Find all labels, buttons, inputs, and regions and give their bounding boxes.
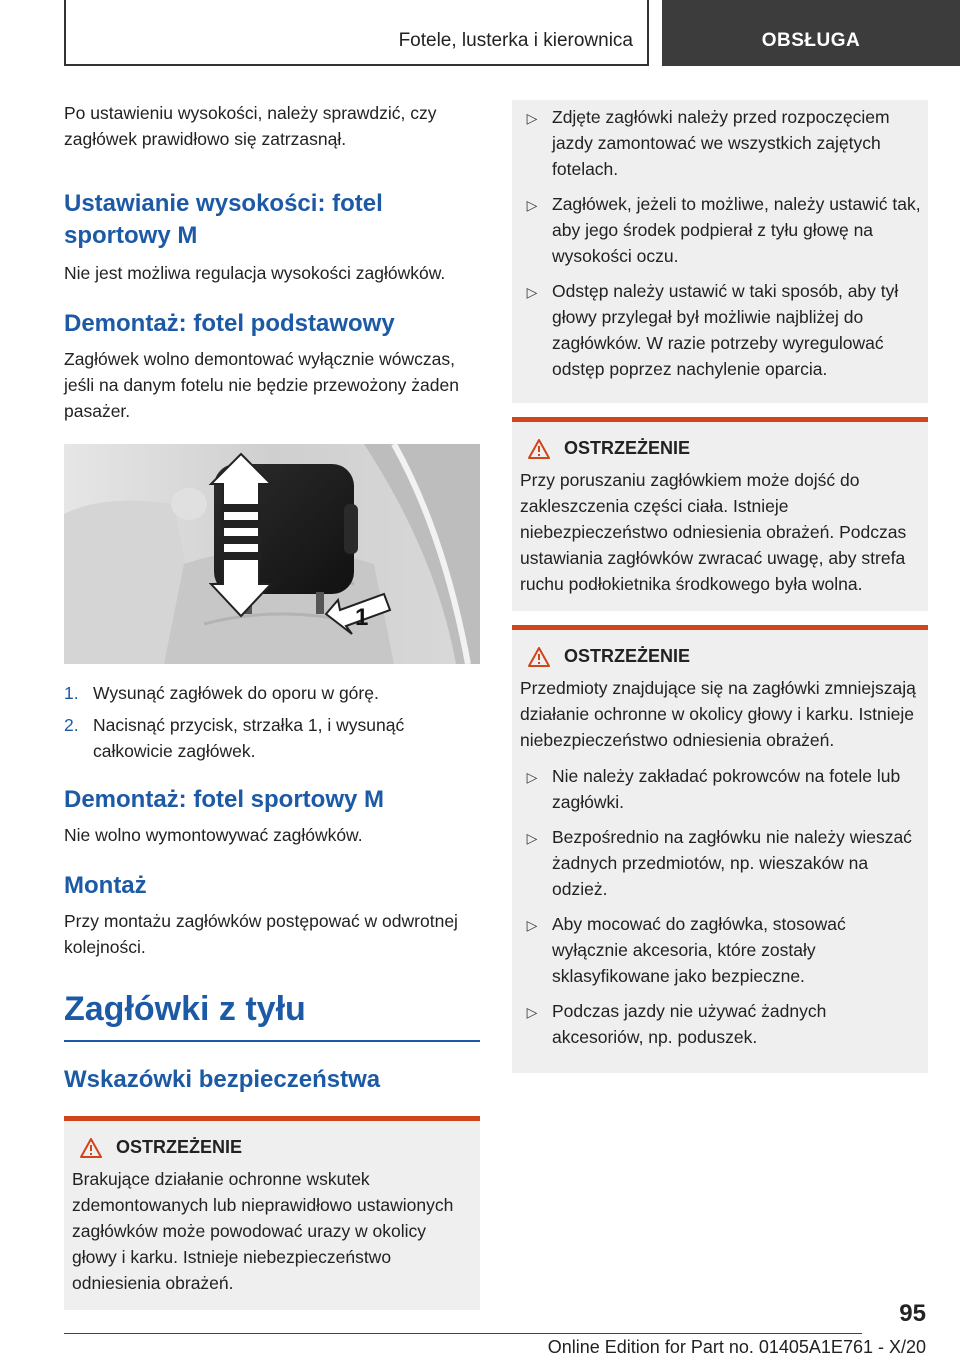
triangle-bullet-icon: ▷: [526, 1004, 538, 1020]
list-item-text: Odstęp należy ustawić w taki sposób, aby tył głowy przylegał był możliwie najbliżej do zagłówków. W razie potrzeby wyregulować odstęp poprzez nachylenie oparcia.: [552, 281, 899, 379]
heading-removal-sport: Demontaż: fotel sportowy M: [64, 786, 385, 813]
step-number: 1.: [64, 683, 79, 703]
list-item: [512, 911, 920, 989]
header-chapter-tab[interactable]: OBSŁUGA: [662, 0, 960, 66]
notes-box: [512, 100, 928, 403]
heading-removal-basic: Demontaż: fotel podstawowy: [64, 310, 395, 337]
warning-triangle-icon: [528, 647, 550, 667]
warning-triangle-icon: [528, 439, 550, 459]
warning-header: [520, 438, 920, 459]
warning-triangle-icon: [80, 1138, 102, 1158]
triangle-bullet-icon: ▷: [526, 769, 538, 785]
headrest-illustration: [64, 444, 480, 664]
list-item-text: Zagłówek, jeżeli to możliwe, należy ustawić tak, aby jego środek podpierał z tyłu głowę na wysokości oczu.: [552, 194, 921, 266]
triangle-bullet-icon: ▷: [526, 197, 538, 213]
list-item-text: Podczas jazdy nie używać żadnych akcesoriów, np. poduszek.: [552, 1001, 827, 1047]
list-item-text: Bezpośrednio na zagłówku nie należy wieszać żadnych przedmiotów, np. wieszaków na odzież.: [552, 827, 912, 899]
list-item: [512, 191, 922, 269]
warning-header: [520, 646, 920, 667]
warning-text: Brakujące działanie ochronne wskutek zdemontowanych lub nieprawidłowo ustawionych zagłówków może powodować urazy w okolicy głowy i karku. Istnieje niebezpieczeństwo odniesienia obrażeń.: [72, 1169, 454, 1293]
step-text: Nacisnąć przycisk, strzałka 1, i wysunąć całkowicie zagłówek.: [93, 715, 405, 761]
warning-header: [72, 1137, 472, 1158]
warning-title: OSTRZEŻENIE: [564, 438, 691, 458]
paragraph-removal-basic: Zagłówek wolno demontować wyłącznie wówczas, jeśli na danym fotelu nie będzie przewożony żaden pasażer.: [64, 349, 459, 421]
triangle-bullet-icon: ▷: [526, 110, 538, 126]
step-text: Wysunąć zagłówek do oporu w górę.: [93, 683, 379, 703]
list-item-text: Zdjęte zagłówki należy przed rozpoczęciem jazdy zamontować we wszystkich zajętych fotelach.: [552, 107, 890, 179]
warning-box-3: [512, 625, 928, 1073]
heading-rule: [64, 1040, 480, 1042]
paragraph-height-sport: Nie jest możliwa regulacja wysokości zagłówków.: [64, 263, 446, 283]
headrest-photo: [64, 444, 480, 664]
right-column: [512, 100, 928, 1073]
list-item: [512, 104, 922, 182]
list-item-text: Nie należy zakładać pokrowców na fotele lub zagłówki.: [552, 766, 901, 812]
header-frame: [64, 0, 649, 66]
step-item: [64, 680, 480, 706]
list-item-text: Aby mocować do zagłówka, stosować wyłącznie akcesoria, które zostały sklasyfikowane jako bezpieczne.: [552, 914, 846, 986]
triangle-bullet-icon: ▷: [526, 917, 538, 933]
step-number: 2.: [64, 715, 79, 735]
warning-text: Przy poruszaniu zagłówkiem może dojść do zakleszczenia części ciała. Istnieje niebezpieczeństwo odniesienia obrażeń. Podczas ustawiania zagłówków zwracać uwagę, aby strefa ruchu podłokietnika środkowego była wolna.: [520, 470, 907, 594]
heading-rear-headrests: Zagłówki z tyłu: [64, 990, 306, 1028]
warning-list: [512, 763, 920, 1050]
page-header: [64, 0, 960, 66]
photo-callout-1: 1: [355, 604, 369, 631]
triangle-bullet-icon: ▷: [526, 284, 538, 300]
list-item: [512, 278, 922, 382]
removal-steps: [64, 680, 480, 764]
intro-paragraph: Po ustawieniu wysokości, należy sprawdzić, czy zagłówek prawidłowo się zatrzasnął.: [64, 103, 437, 149]
list-item: [512, 763, 920, 815]
heading-height-sport: Ustawianie wysokości: fotel sportowy M: [64, 190, 383, 249]
heading-install: Montaż: [64, 872, 147, 899]
warning-title: OSTRZEŻENIE: [116, 1137, 243, 1157]
warning-title: OSTRZEŻENIE: [564, 646, 691, 666]
left-column: [64, 100, 480, 1310]
header-section-title: Fotele, lusterka i kierownica: [398, 30, 633, 51]
warning-box-2: [512, 417, 928, 611]
page-number: 95: [899, 1300, 926, 1327]
warning-text: Przedmioty znajdujące się na zagłówki zmniejszają działanie ochronne w okolicy głowy i karku. Istnieje niebezpieczeństwo odniesienia obrażeń.: [520, 678, 916, 750]
paragraph-removal-sport: Nie wolno wymontowywać zagłówków.: [64, 825, 363, 845]
footer-edition: Online Edition for Part no. 01405A1E761 - X/20: [547, 1337, 926, 1357]
paragraph-install: Przy montażu zagłówków postępować w odwrotnej kolejności.: [64, 911, 458, 957]
list-item: [512, 824, 920, 902]
list-item: [512, 998, 920, 1050]
footer-rule: [64, 1333, 862, 1334]
heading-safety-notes: Wskazówki bezpieczeństwa: [64, 1066, 381, 1093]
triangle-bullet-icon: ▷: [526, 830, 538, 846]
notes-list: [512, 104, 922, 382]
step-item: [64, 712, 480, 764]
warning-box-1: [64, 1116, 480, 1310]
